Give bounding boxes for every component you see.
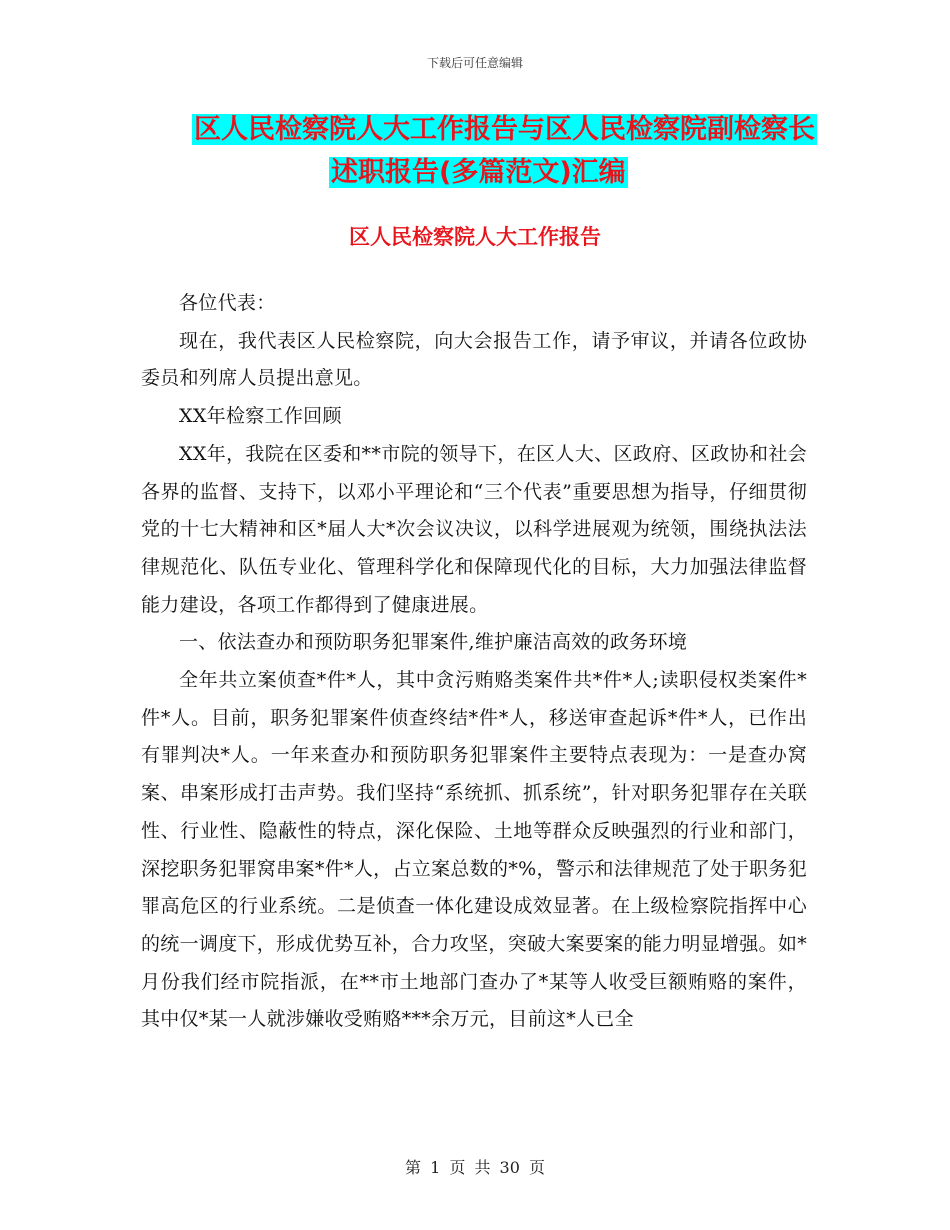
paragraph-review-heading: XX年检察工作回顾 [179, 405, 342, 428]
paragraph-overview: XX年，我院在区委和**市院的领导下，在区人大、区政府、区政协和社会各界的监督、支持下，以邓小平理论和“三个代表”重要思想为指导，仔细贯彻党的十七大精神和区*届人大*次会议决议，以科学进展观为统领，围绕执法法律规范化、队伍专业化、管理科学化和保障现代化的目标，大力加强法律监督能力建设，各项工作都得到了健康进展。 [141, 442, 807, 616]
paragraph-intro: 现在，我代表区人民检察院，向大会报告工作，请予审议，并请各位政协委员和列席人员提出意见。 [141, 329, 807, 390]
document-title-text-2: 述职报告(多篇范文)汇编 [331, 157, 626, 188]
document-body [141, 285, 807, 1039]
document-title-text-1: 区人民检察院人大工作报告与区人民检察院副检察长 [194, 114, 815, 145]
document-title-line-2 [0, 151, 950, 195]
page-header-note: 下载后可任意编辑 [426, 56, 523, 70]
paragraph-section-one-body: 全年共立案侦查*件*人，其中贪污贿赂类案件共*件*人;读职侵权类案件*件*人。目前，职务犯罪案件侦查终结*件*人，移送审查起诉*件*人，已作出有罪判决*人。一年来查办和预防职务犯罪案件主要特点表现为：一是查办窝案、串案形成打击声势。我们坚持“系统抓、抓系统”，针对职务犯罪存在关联性、行业性、隐蔽性的特点，深化保险、土地等群众反映强烈的行业和部门，深挖职务犯罪窝串案*件*人，占立案总数的*%，警示和法律规范了处于职务犯罪高危区的行业系统。二是侦查一体化建设成效显著。在上级检察院指挥中心的统一调度下，形成优势互补，合力攻坚，突破大案要案的能力明显增强。如*月份我们经市院指派，在**市土地部门查办了*某等人收受巨额贿赂的案件，其中仅*某一人就涉嫌收受贿赂***余万元，目前这*人已全 [141, 669, 808, 1031]
page-number: 第 1 页 共 30 页 [405, 1158, 545, 1177]
document-title-line-1 [0, 108, 950, 152]
paragraph-salutation: 各位代表： [179, 292, 276, 314]
paragraph-section-one-heading: 一、依法查办和预防职务犯罪案件,维护廉洁高效的政务环境 [179, 631, 688, 654]
section-title: 区人民检察院人大工作报告 [349, 225, 601, 249]
